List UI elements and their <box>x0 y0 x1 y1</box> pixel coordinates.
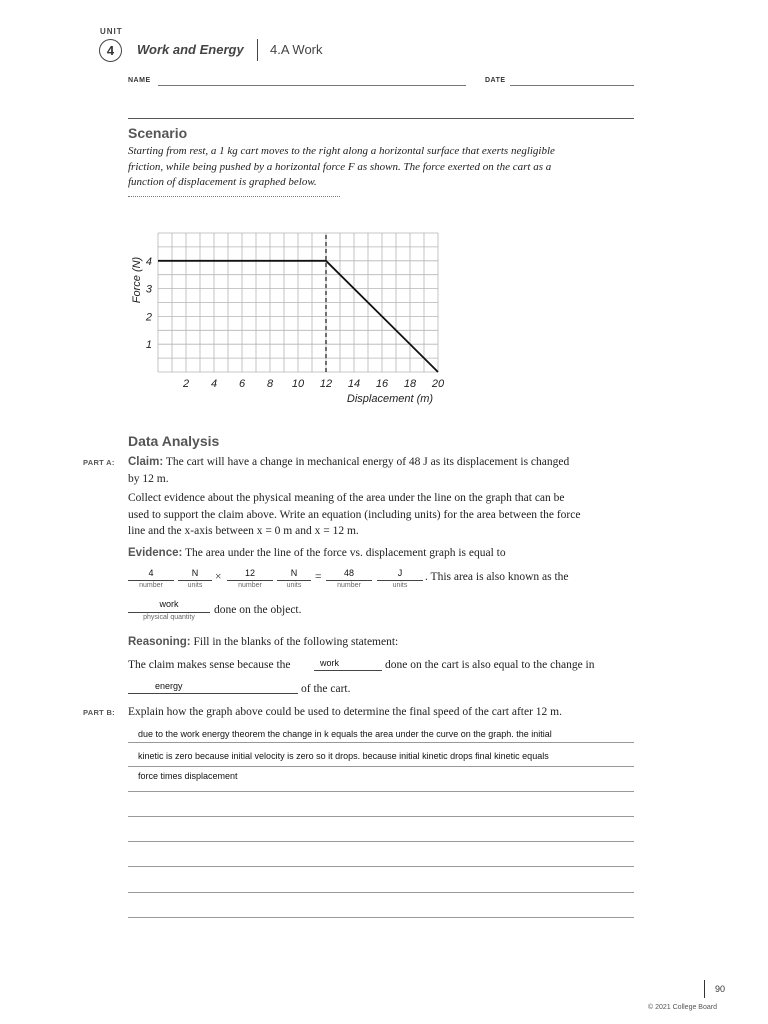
answer-rule <box>128 791 634 792</box>
collect-line-2: used to support the claim above. Write an equation (including units) for the area between the force <box>128 508 581 521</box>
equation-number-1[interactable]: 4 <box>128 568 174 581</box>
x-tick-label: 8 <box>266 378 274 390</box>
equation-result-units[interactable]: J <box>377 568 423 581</box>
y-tick-label: 1 <box>145 339 152 352</box>
data-analysis-heading: Data Analysis <box>128 433 220 449</box>
x-tick-label: 14 <box>347 378 361 390</box>
answer-rule <box>128 892 634 893</box>
equation-units-1[interactable]: N <box>178 568 212 581</box>
chart-y-axis-label: Force (N) <box>131 256 143 304</box>
unit-number-badge: 4 <box>99 39 122 62</box>
x-tick-label: 16 <box>375 378 389 390</box>
answer-rule <box>128 866 634 867</box>
name-label: NAME <box>128 77 151 84</box>
equation-result-number[interactable]: 48 <box>326 568 372 581</box>
collect-line-3: line and the x-axis between x = 0 m and x = 12 m. <box>128 525 359 537</box>
y-tick-label: 3 <box>145 283 152 296</box>
force-displacement-chart <box>120 225 450 410</box>
equation-caption-units-2: units <box>286 582 302 589</box>
answer-rule <box>128 742 634 743</box>
answer-rule <box>128 766 634 767</box>
scenario-line-3: function of displacement is graphed below. <box>128 176 317 188</box>
equation-number-2[interactable]: 12 <box>227 568 273 581</box>
chart-x-axis-label: Displacement (m) <box>346 393 434 405</box>
answer-line-1: due to the work energy theorem the change in k equals the area under the curve on the graph. the initial <box>138 729 552 739</box>
physical-quantity-blank[interactable]: work <box>128 599 210 613</box>
x-tick-label: 4 <box>210 378 218 390</box>
reasoning-blank-work[interactable] <box>314 658 382 671</box>
part-b-prompt: Explain how the graph above could be used to determine the final speed of the cart after 12 m. <box>128 706 562 718</box>
reasoning-line <box>128 634 398 651</box>
equation-caption-number-3: number <box>337 582 361 589</box>
y-tick-label: 4 <box>145 255 152 268</box>
times-sign: × <box>215 571 222 583</box>
claim-text-1: The cart will have a change in mechanical energy of 48 J as its displacement is changed <box>165 456 570 468</box>
page-number: 90 <box>715 984 726 994</box>
part-a-label: PART A: <box>83 458 115 467</box>
collect-line-1: Collect evidence about the physical meaning of the area under the line on the graph that can be <box>128 492 565 504</box>
equation-caption-number-1: number <box>139 582 163 589</box>
claim-text-2: by 12 m. <box>128 472 169 485</box>
date-field-line[interactable] <box>510 85 634 86</box>
evidence-label: Evidence: <box>128 547 183 559</box>
part-b-label: PART B: <box>83 708 115 717</box>
claim-paragraph <box>128 454 638 487</box>
header-divider <box>257 39 258 61</box>
copyright: © 2021 College Board <box>648 1004 717 1011</box>
chart-tick-labels <box>145 256 445 390</box>
equation-caption-units-3: units <box>392 582 408 589</box>
collect-paragraph <box>128 490 638 540</box>
scenario-dotted-rule <box>128 196 340 197</box>
scenario-text <box>128 144 648 191</box>
evidence-tail: . This area is also known as the <box>425 571 569 583</box>
answer-rule <box>128 816 634 817</box>
chart-grid <box>158 233 438 372</box>
section-title: 4.A Work <box>270 42 323 57</box>
unit-label: UNIT <box>100 27 123 36</box>
header-rule <box>128 118 634 119</box>
date-label: DATE <box>485 77 506 84</box>
reasoning-blank-work-value: work <box>320 658 340 668</box>
reasoning-blank-energy-value: energy <box>155 681 183 691</box>
x-tick-label: 2 <box>182 378 190 390</box>
answer-line-2: kinetic is zero because initial velocity is zero so it drops. because initial kinetic drops final kinetic equals <box>138 751 549 761</box>
equation-caption-number-2: number <box>238 582 262 589</box>
reasoning-1b: done on the cart is also equal to the change in <box>385 659 595 671</box>
unit-title: Work and Energy <box>137 42 244 57</box>
scenario-line-1: Starting from rest, a 1 kg cart moves to the right along a horizontal surface that exerts negligible <box>128 145 555 157</box>
quantity-tail: done on the object. <box>214 604 302 616</box>
evidence-text: The area under the line of the force vs. displacement graph is equal to <box>185 547 506 559</box>
equation-units-2[interactable]: N <box>277 568 311 581</box>
x-tick-label: 20 <box>431 378 445 390</box>
answer-rule <box>128 841 634 842</box>
footer-divider <box>704 980 705 998</box>
scenario-heading: Scenario <box>128 125 188 141</box>
x-tick-label: 6 <box>238 378 246 390</box>
y-tick-label: 2 <box>145 311 152 324</box>
name-field-line[interactable] <box>158 85 466 86</box>
answer-rule <box>128 917 634 918</box>
equals-sign: = <box>315 571 322 583</box>
x-tick-label: 10 <box>291 378 305 390</box>
claim-label: Claim: <box>128 456 164 468</box>
physical-quantity-caption: physical quantity <box>143 614 195 621</box>
reasoning-1a: The claim makes sense because the <box>128 659 291 671</box>
reasoning-text: Fill in the blanks of the following statement: <box>193 636 399 648</box>
scenario-line-2: friction, while being pushed by a horizontal force F as shown. The force exerted on the cart as a <box>128 160 552 173</box>
x-tick-label: 12 <box>319 378 333 390</box>
equation-caption-units-1: units <box>187 582 203 589</box>
reasoning-2b: of the cart. <box>301 683 351 695</box>
answer-line-3: force times displacement <box>138 771 238 781</box>
x-tick-label: 18 <box>403 378 417 390</box>
reasoning-blank-energy[interactable] <box>128 681 298 694</box>
evidence-line <box>128 545 638 562</box>
reasoning-label: Reasoning: <box>128 636 191 648</box>
